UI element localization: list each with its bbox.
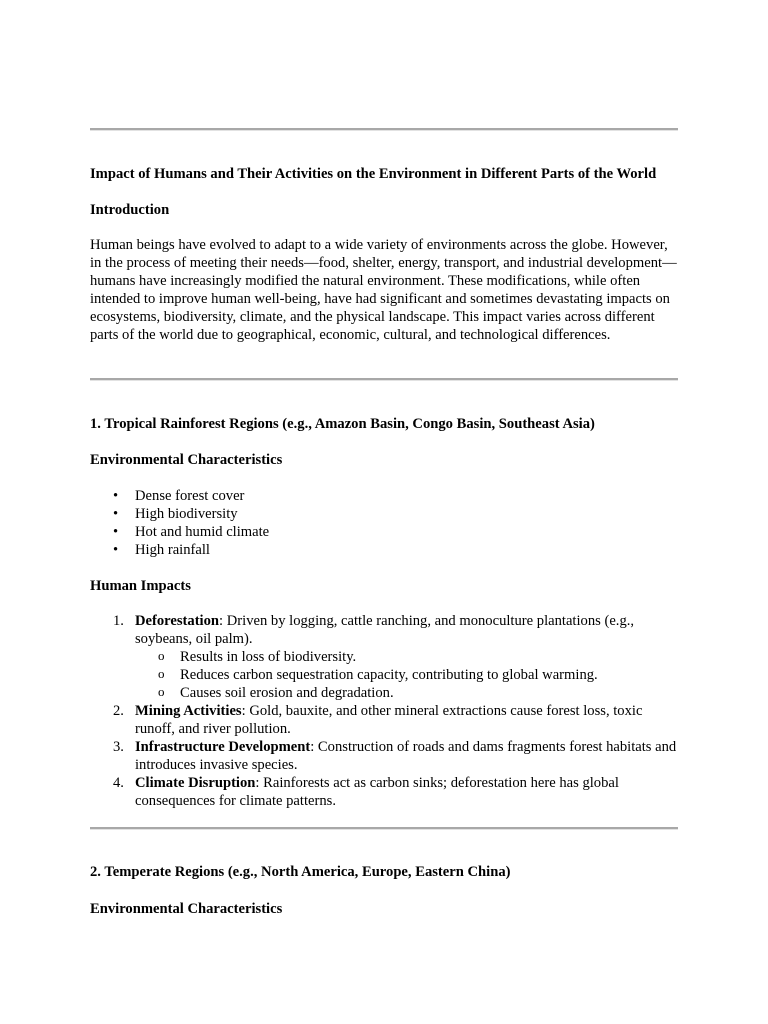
- section1-env-heading: Environmental Characteristics: [90, 452, 283, 468]
- impact-text: : Driven by logging, cattle ranching, and monoculture plantations (e.g., soybeans, oil palm).: [135, 613, 635, 647]
- list-number: 3.: [113, 739, 124, 755]
- horizontal-rule-top: [90, 128, 678, 131]
- impact-text: : Construction of roads and dams fragments forest habitats and introduces invasive species.: [135, 739, 677, 773]
- list-item: • High biodiversity: [90, 505, 678, 523]
- sub-list-text: o Reduces carbon sequestration capacity, contributing to global warming.: [180, 667, 598, 683]
- list-item: • High rainfall: [90, 541, 678, 559]
- section1-heading: 1. Tropical Rainforest Regions (e.g., Amazon Basin, Congo Basin, Southeast Asia): [90, 416, 595, 432]
- section2-env-heading: Environmental Characteristics: [90, 901, 283, 917]
- horizontal-rule-1: [90, 378, 678, 381]
- document-title: Impact of Humans and Their Activities on the Environment in Different Parts of the World: [90, 166, 657, 182]
- intro-heading: Introduction: [90, 202, 170, 218]
- list-item: • Hot and humid climate: [90, 523, 678, 541]
- impact-term: Mining Activities: [135, 703, 242, 719]
- list-item: [90, 612, 678, 702]
- impact-term: Climate Disruption: [135, 775, 256, 791]
- impact-term: Deforestation: [135, 613, 220, 629]
- list-number: 4.: [113, 775, 124, 791]
- list-item: [90, 774, 678, 810]
- horizontal-rule-2: [90, 827, 678, 830]
- impact-term: Infrastructure Development: [135, 739, 311, 755]
- list-number: 1.: [113, 613, 124, 629]
- list-item: • Dense forest cover: [90, 487, 678, 505]
- list-item: [90, 738, 678, 774]
- impacts-list: [90, 612, 678, 810]
- section2-heading: 2. Temperate Regions (e.g., North America, Europe, Eastern China): [90, 864, 511, 880]
- sub-list-text: o Results in loss of biodiversity.: [180, 649, 357, 665]
- sub-list-item: [90, 684, 678, 702]
- intro-paragraph: Human beings have evolved to adapt to a wide variety of environments across the globe. However, in the process of meeting their needs—food, shelter, energy, transport, and industrial development—humans have increasingly modified the natural environment. These modifications, while often intended to improve human well-being, have had significant and sometimes devastating impacts on ecosystems, biodiversity, climate, and the physical landscape. This impact varies across different parts of the world due to geographical, economic, cultural, and technological differences.: [90, 237, 677, 343]
- sub-list-item: [90, 648, 678, 666]
- impact-text: : Rainforests act as carbon sinks; deforestation here has global consequences for climate patterns.: [135, 775, 619, 809]
- characteristics-list: [90, 487, 678, 559]
- sub-list-item: [90, 666, 678, 684]
- impact-text: : Gold, bauxite, and other mineral extractions cause forest loss, toxic runoff, and river pollution.: [135, 703, 643, 737]
- section1-impacts-heading: Human Impacts: [90, 578, 191, 594]
- list-number: 2.: [113, 703, 124, 719]
- list-item: [90, 702, 678, 738]
- sub-list: [90, 648, 678, 702]
- sub-list-text: o Causes soil erosion and degradation.: [180, 685, 394, 701]
